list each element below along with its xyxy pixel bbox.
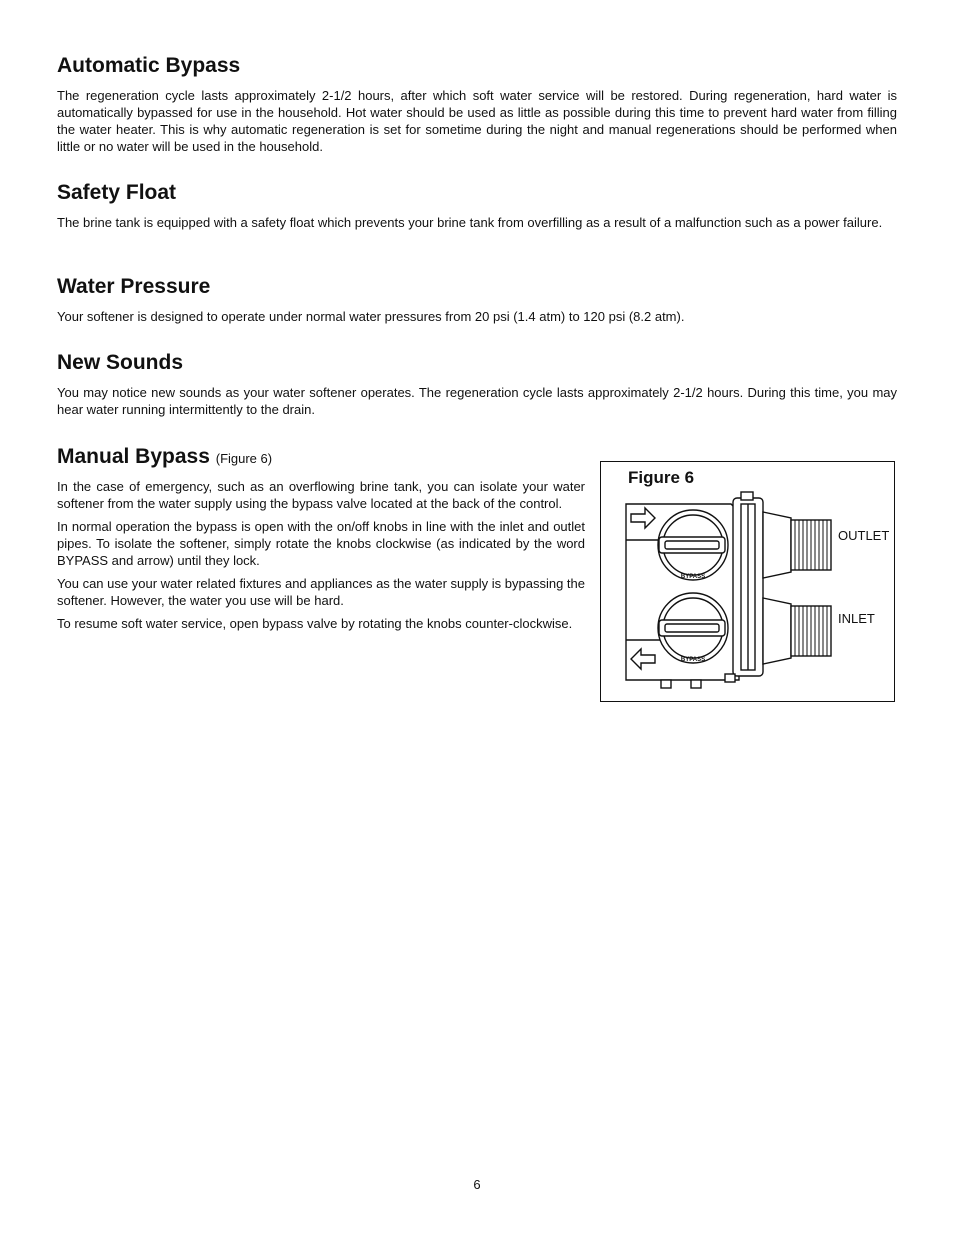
outlet-label: OUTLET <box>838 528 890 543</box>
figure-title: Figure 6 <box>628 468 695 487</box>
inlet-label: INLET <box>838 611 875 626</box>
heading-safety-float: Safety Float <box>57 181 177 204</box>
section-water-pressure <box>57 274 897 325</box>
knob-bypass-text-upper: BYPASS <box>680 574 706 580</box>
heading-automatic-bypass: Automatic Bypass <box>57 54 241 77</box>
section-safety-float <box>57 180 897 231</box>
paragraph-safety-float: The brine tank is equipped with a safety float which prevents your brine tank from overfilling as a result of a malfunction such as a power failure. <box>57 215 883 230</box>
paragraph-water-pressure: Your softener is designed to operate under normal water pressures from 20 psi (1.4 atm) to 120 psi (8.2 atm). <box>57 309 685 324</box>
paragraph-automatic-bypass: The regeneration cycle lasts approximately 2-1/2 hours, after which soft water service will be restored. During regeneration, hard water is automatically bypassed for use in the household. Hot water should be used as little as possible during this time to prevent hard water from filling the water heater. This is why automatic regeneration is set for sometime during the night and manual regenerations should be performed when little or no water will be used in the household. <box>57 88 897 154</box>
heading-water-pressure: Water Pressure <box>57 275 211 298</box>
paragraph-new-sounds: You may notice new sounds as your water softener operates. The regeneration cycle lasts approximately 2-1/2 hours. During this time, you may hear water running intermittently to the drain. <box>57 385 897 417</box>
paragraph-manual-bypass-2: In normal operation the bypass is open with the on/off knobs in line with the inlet and outlet pipes. To isolate the softener, simply rotate the knobs clockwise (as indicated by the word BYPASS and arrow) until they lock. <box>57 519 585 568</box>
heading-manual-bypass-text: Manual Bypass <box>57 445 210 468</box>
heading-manual-bypass <box>57 444 585 472</box>
heading-new-sounds: New Sounds <box>57 351 184 374</box>
paragraph-manual-bypass-3: You can use your water related fixtures and appliances as the water supply is bypassing the softener. However, the water you use will be hard. <box>57 576 585 608</box>
figure-6-box <box>600 461 895 702</box>
paragraph-manual-bypass-1: In the case of emergency, such as an overflowing brine tank, you can isolate your water softener from the water supply using the bypass valve located at the back of the control. <box>57 479 585 511</box>
paragraph-manual-bypass-4: To resume soft water service, open bypass valve by rotating the knobs counter-clockwise. <box>57 616 573 631</box>
section-automatic-bypass <box>57 53 897 155</box>
page-number: 6 <box>473 1177 481 1192</box>
section-manual-bypass <box>57 444 585 638</box>
knob-bypass-text-lower: BYPASS <box>680 657 706 663</box>
section-new-sounds <box>57 350 897 418</box>
bypass-valve-illustration <box>621 490 851 695</box>
figure-reference: (Figure 6) <box>215 451 273 466</box>
